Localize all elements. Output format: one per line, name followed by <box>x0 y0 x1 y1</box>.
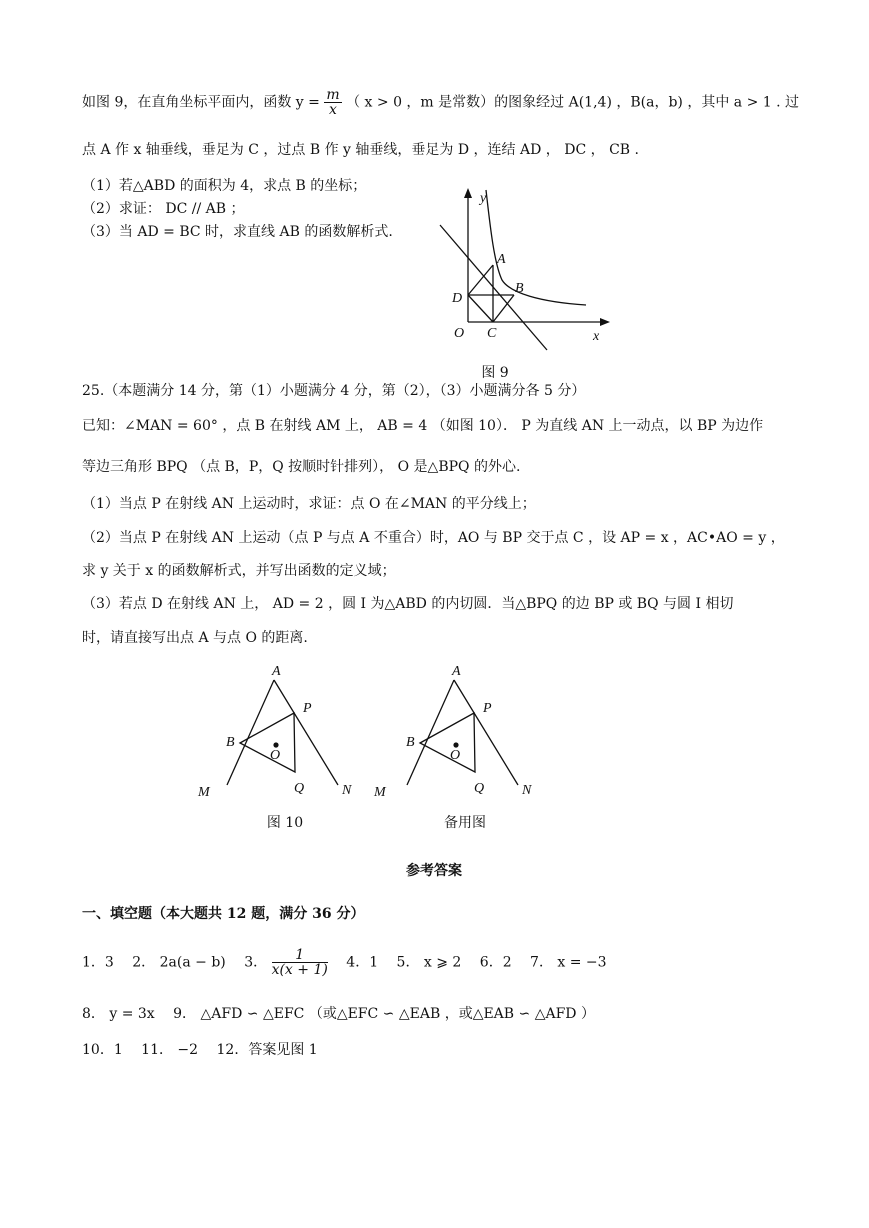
q25-part3b: 时，请直接写出点 A 与点 O 的距离. <box>82 630 308 646</box>
q24-line2: 点 A 作 x 轴垂线，垂足为 C ，过点 B 作 y 轴垂线，垂足为 D ，连结 AD ， DC ， CB . <box>82 142 639 158</box>
fig10-label-Q: Q <box>294 781 305 796</box>
fig9-label-B: B <box>515 281 524 296</box>
spare-label-M: M <box>374 785 386 800</box>
fig9-label-C: C <box>487 326 497 341</box>
fig10-caption: 图 10 <box>266 815 304 831</box>
q25-line1: 已知：∠MAN = 60° ，点 B 在射线 AM 上， AB = 4 （如图 10）． P 为直线 AN 上一动点，以 BP 为边作 <box>82 418 764 434</box>
q24-line1-start: 如图 9，在直角坐标平面内，函数 y = <box>82 94 320 111</box>
q24-line1-end: （ x > 0 ，m 是常数）的图象经过 A(1,4) ，B(a，b) ，其中 a > 1 . 过 <box>346 94 800 111</box>
fig9-label-O: O <box>454 326 465 341</box>
figure-spare <box>370 660 550 800</box>
answers-frac-denominator: x(x + 1) <box>271 962 328 978</box>
q24-part2: （2）求证： DC // AB ； <box>82 201 245 217</box>
spare-label-A: A <box>452 664 461 679</box>
answers-section1: 一、填空题（本大题共 12 题，满分 36 分） <box>82 906 365 922</box>
answers-row1 <box>82 948 607 977</box>
fig9-caption: 图 9 <box>481 365 509 381</box>
answers-row3: 10．1 11． −2 12．答案见图 1 <box>82 1042 318 1058</box>
spare-label-N: N <box>522 783 532 798</box>
answers-row2: 8． y = 3x 9． △AFD ∽ △EFC （或△EFC ∽ △EAB ，或△EAB ∽ △AFD ） <box>82 1006 595 1022</box>
q25-part2b: 求 y 关于 x 的函数解析式，并写出函数的定义域； <box>82 563 396 579</box>
q25-part2: （2）当点 P 在射线 AN 上运动（点 P 与点 A 不重合）时，AO 与 BP 交于点 C ，设 AP = x ，AC•AO = y ， <box>82 530 785 546</box>
answers-row1-start: 1．3 2． 2a(a − b) 3． <box>82 954 268 971</box>
fig10-label-M: M <box>198 785 210 800</box>
answers-title: 参考答案 <box>406 863 462 879</box>
q24-frac-numerator: m <box>326 87 340 103</box>
q24-part3: （3）当 AD = BC 时，求直线 AB 的函数解析式. <box>82 224 393 240</box>
answers-frac-numerator: 1 <box>272 948 328 963</box>
q24-frac-denominator: x <box>329 102 337 118</box>
fig10-label-N: N <box>342 783 352 798</box>
fig10-label-A: A <box>272 664 281 679</box>
q25-header: 25.（本题满分 14 分，第（1）小题满分 4 分，第（2），（3）小题满分各 5 分） <box>82 383 586 399</box>
fig9-label-D: D <box>452 291 463 306</box>
answers-row1-end: 4．1 5． x ⩾ 2 6．2 7． x = −3 <box>332 954 607 971</box>
fig10-label-P: P <box>303 701 312 716</box>
q24-line1 <box>82 88 799 117</box>
fig10-label-O: O <box>270 748 281 763</box>
spare-label-P: P <box>483 701 492 716</box>
spare-label-O: O <box>450 748 461 763</box>
spare-caption: 备用图 <box>444 815 486 831</box>
spare-label-B: B <box>406 735 415 750</box>
answers-fraction <box>272 948 328 977</box>
q25-part3: （3）若点 D 在射线 AN 上， AD = 2 ，圆 I 为△ABD 的内切圆．当△BPQ 的边 BP 或 BQ 与圆 I 相切 <box>82 596 734 612</box>
figure-10 <box>190 660 370 800</box>
spare-label-Q: Q <box>474 781 485 796</box>
q25-line2: 等边三角形 BPQ （点 B，P，Q 按顺时针排列）， O 是△BPQ 的外心. <box>82 459 521 475</box>
fig9-label-x: x <box>593 329 600 344</box>
q25-part1: （1）当点 P 在射线 AN 上运动时，求证：点 O 在∠MAN 的平分线上； <box>82 496 536 512</box>
q24-fraction <box>324 88 341 117</box>
fig9-label-y: y <box>480 191 487 206</box>
fig10-label-B: B <box>226 735 235 750</box>
q24-part1: （1）若△ABD 的面积为 4，求点 B 的坐标； <box>82 178 367 194</box>
fig9-label-A: A <box>497 252 506 267</box>
figure-9 <box>440 185 640 365</box>
